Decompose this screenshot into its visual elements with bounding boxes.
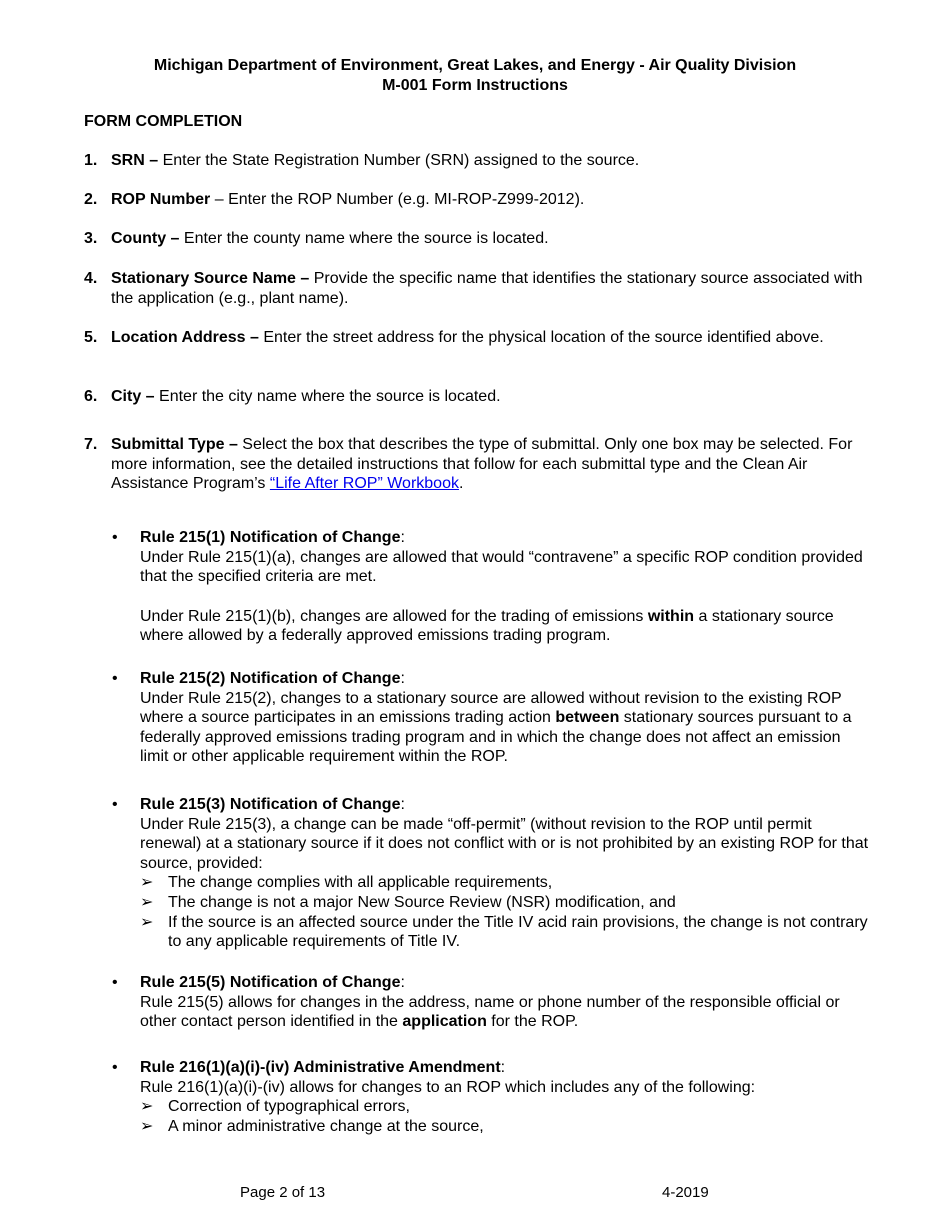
- bullet-emphasis: between: [555, 709, 620, 727]
- item-title: SRN –: [111, 152, 159, 169]
- life-after-rop-workbook-link[interactable]: “Life After ROP” Workbook: [269, 475, 459, 493]
- sub-list-item: ➢ The change is not a major New Source Review (NSR) modification, and: [140, 893, 676, 911]
- bullet-paragraph: Rule 216(1)(a)(i)-(iv) allows for changes to an ROP which includes any of the following:: [140, 1078, 756, 1096]
- item-submittal-type: [84, 435, 874, 494]
- item-text: Provide the specific name that identifies the stationary source associated with the application (e.g., plant name).: [111, 270, 863, 307]
- footer-page-number: Page 2 of 13: [240, 1184, 326, 1201]
- bullet-paragraph: Under Rule 215(1)(b), changes are allowed for the trading of emissions: [140, 607, 648, 625]
- item-number: 5.: [84, 329, 98, 346]
- item-number: 6.: [84, 388, 98, 405]
- item-number: 1.: [84, 152, 98, 169]
- section-title: FORM COMPLETION: [84, 113, 243, 130]
- item-number: 7.: [84, 436, 98, 453]
- bullet-rule-215-5: [112, 973, 872, 1032]
- arrow-bullet-icon: ➢: [140, 1117, 154, 1135]
- arrow-bullet-icon: ➢: [140, 1098, 154, 1116]
- bullet-colon: :: [500, 1059, 506, 1076]
- bullet-paragraph: Under Rule 215(3), a change can be made “off-permit” (without revision to the ROP until permit renewal) at a stationary source if it does not conflict with or is not prohibited by an existing ROP for that source, provided:: [140, 815, 869, 872]
- sub-list-item: ➢ A minor administrative change at the source,: [140, 1117, 484, 1135]
- item-srn: [84, 151, 874, 171]
- bullet-paragraph: Rule 215(5) allows for changes in the address, name or phone number of the responsible official or other contact person identified in the: [140, 993, 840, 1031]
- bullet-rule-215-1: [112, 528, 872, 646]
- bullet-paragraph: Under Rule 215(1)(a), changes are allowed that would “contravene” a specific ROP condition provided that the specified criteria are met.: [140, 548, 863, 586]
- bullet-icon: •: [112, 529, 118, 546]
- item-text: Enter the State Registration Number (SRN) assigned to the source.: [158, 152, 640, 169]
- item-title: Submittal Type –: [111, 436, 238, 453]
- item-text: Enter the county name where the source is located.: [179, 230, 549, 247]
- item-text: – Enter the ROP Number (e.g. MI-ROP-Z999-2012).: [210, 191, 585, 208]
- bullet-emphasis: application: [402, 1013, 487, 1031]
- item-title: Stationary Source Name –: [111, 270, 310, 287]
- sub-list-item: ➢ Correction of typographical errors,: [140, 1098, 410, 1116]
- bullet-paragraph-end: a stationary source where allowed by a federally approved emissions trading program.: [140, 607, 834, 645]
- bullet-colon: :: [400, 796, 405, 813]
- arrow-bullet-icon: ➢: [140, 874, 154, 892]
- item-city: [84, 387, 874, 407]
- bullet-icon: •: [112, 974, 118, 991]
- bullet-colon: :: [400, 670, 405, 687]
- bullet-rule-215-3: [112, 795, 872, 952]
- item-county: [84, 229, 874, 249]
- bullet-title: Rule 215(5) Notification of Change: [140, 974, 401, 991]
- bullet-icon: •: [112, 796, 118, 813]
- item-number: 3.: [84, 230, 98, 247]
- item-title: City –: [111, 388, 155, 405]
- item-title: ROP Number: [111, 191, 211, 208]
- bullet-icon: •: [112, 670, 118, 687]
- bullet-paragraph-end: for the ROP.: [486, 1013, 579, 1031]
- item-title: County –: [111, 230, 180, 247]
- bullet-paragraph-end: stationary sources pursuant to a federally approved emissions trading program and in which the change does not affect an emission limit or other applicable requirement within the ROP.: [140, 709, 852, 766]
- item-text-end: .: [458, 475, 464, 493]
- item-number: 2.: [84, 191, 98, 208]
- bullet-title: Rule 216(1)(a)(i)-(iv) Administrative Amendment: [140, 1059, 501, 1076]
- header-agency: Michigan Department of Environment, Great Lakes, and Energy - Air Quality Division: [153, 57, 797, 74]
- bullet-colon: :: [400, 974, 405, 991]
- item-text: Enter the city name where the source is located.: [154, 388, 501, 405]
- bullet-title: Rule 215(2) Notification of Change: [140, 670, 401, 687]
- arrow-bullet-icon: ➢: [140, 913, 154, 931]
- sub-list-item: ➢ The change complies with all applicable requirements,: [140, 874, 553, 892]
- item-title: Location Address –: [111, 329, 259, 346]
- item-location-address: [84, 328, 874, 348]
- bullet-title: Rule 215(3) Notification of Change: [140, 796, 401, 813]
- bullet-icon: •: [112, 1059, 118, 1076]
- sub-list-item: ➢ If the source is an affected source under the Title IV acid rain provisions, the change is not contrary to any applicable requirements of Title IV.: [140, 913, 868, 951]
- arrow-bullet-icon: ➢: [140, 893, 154, 911]
- bullet-rule-216: [112, 1058, 872, 1136]
- header-form-title: M-001 Form Instructions: [382, 77, 568, 94]
- item-text: Enter the street address for the physical location of the source identified above.: [258, 329, 824, 346]
- item-rop-number: [84, 190, 874, 210]
- item-number: 4.: [84, 270, 98, 287]
- bullet-title: Rule 215(1) Notification of Change: [140, 529, 401, 546]
- bullet-paragraph: Under Rule 215(2), changes to a stationary source are allowed without revision to the existing ROP where a source participates in an emissions trading action: [140, 689, 842, 727]
- item-text: Select the box that describes the type of submittal. Only one box may be selected. For more information, see the detailed instructions that follow for each submittal type and the Clean Air Assistance Program’s: [111, 436, 853, 493]
- footer-revision-date: 4-2019: [662, 1184, 709, 1201]
- bullet-colon: :: [400, 529, 405, 546]
- bullet-rule-215-2: [112, 669, 872, 767]
- bullet-emphasis: within: [647, 607, 695, 625]
- item-source-name: [84, 269, 874, 308]
